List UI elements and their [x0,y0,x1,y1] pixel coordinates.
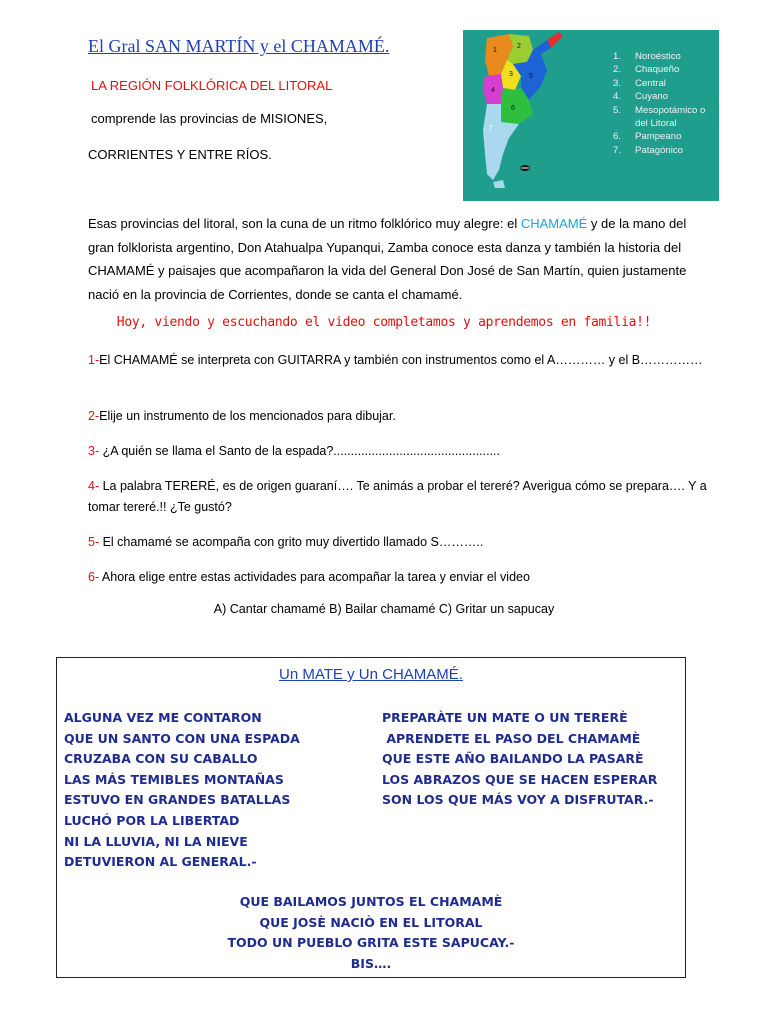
poem-line: ESTUVO EN GRANDES BATALLAS [64,792,291,808]
poem-line: DETUVIERON AL GENERAL.- [64,854,257,870]
chamame-highlight: CHAMAMÉ [520,216,588,231]
poem-line: APRENDETE EL PASO DEL CHAMAMÈ [382,730,641,746]
question-4: 4- La palabra TERERÉ, es de origen guaraní…. Te animás a probar el tereré? Averigua cómo se prepara…. Y a tomar tereré.!! ¿Te gustó? [88,479,707,514]
paragraph-text-start: Esas provincias del litoral, son la cuna de un ritmo folklórico muy alegre: el [88,216,521,231]
legend-item: 7. Patagónico [613,144,684,156]
map-number-4: 4 [491,87,495,94]
question-6: 6- Ahora elige entre estas actividades para acompañar la tarea y enviar el video [88,570,530,584]
legend-item: 3. Central [613,77,666,89]
question-1: 1-El CHAMAMÉ se interpreta con GUITARRA y también con instrumentos como el A………… y el B…………… [88,353,703,367]
page-title: El Gral SAN MARTÍN y el CHAMAMÉ. [88,36,390,56]
legend-item: 1. Noroéstico [613,51,681,62]
map-number-2: 2 [517,43,521,50]
legend-item: 6. Pampeano [613,131,682,143]
poem-right-column [382,708,657,811]
map-region-7-island [493,180,505,188]
poem-title: Un MATE y Un CHAMAMÉ. [279,666,463,683]
legend-item: 4. Cuyano [613,91,669,103]
poem-line: QUE BAILAMOS JUNTOS EL CHAMAMÈ [239,894,503,909]
poem-line: LOS ABRAZOS QUE SE HACEN ESPERAR [382,771,658,787]
poem-line: QUE JOSÈ NACIÒ EN EL LITORAL [259,914,483,930]
question-3: 3- ¿A quién se llama el Santo de la espada?................................................ [88,444,501,458]
map-legend [613,50,721,157]
intro-line-1: comprende las provincias de MISIONES, [91,111,328,126]
poem-line: LUCHÓ POR LA LIBERTAD [64,812,240,828]
paragraph-text-end: y de la mano del gran folklorista argentino, Don Atahualpa Yupanqui, Zamba conoce esta danza y también la historia del CHAMAMÉ y paisajes que acompañaron la vida del General Don José de San Martín, quien justamente nació en la provincia de Corrientes, donde se canta el chamamé. [88,216,687,302]
legend-item: del Litoral [635,118,677,130]
intro-line-2: CORRIENTES Y ENTRE RÍOS. [88,147,272,162]
poem-chorus [57,892,685,974]
poem-line: QUE ESTE AÑO BAILANDO LA PASARÈ [382,751,644,767]
poem-line: SON LOS QUE MÁS VOY A DISFRUTAR.- [382,792,654,808]
region-title: LA REGIÓN FOLKLÓRICA DEL LITORAL [91,78,333,93]
map-number-1: 1 [493,47,497,54]
poem-line: TODO UN PUEBLO GRITA ESTE SAPUCAY.- [227,935,515,951]
poem-line: BIS…. [350,955,392,971]
map-number-7: 7 [489,125,493,132]
map-number-6: 6 [511,105,515,112]
poem-line: PREPARÀTE UN MATE O UN TERERÈ [382,710,628,725]
legend-item: 5. Mesopotámico o [613,104,706,116]
question-2: 2-Elije un instrumento de los mencionados para dibujar. [88,409,396,423]
poem-line: NI LA LLUVIA, NI LA NIEVE [64,833,248,849]
legend-item: 2. Chaqueño [613,64,680,76]
question-5: 5- El chamamé se acompaña con grito muy divertido llamado S……….. [88,535,484,549]
map-number-5: 5 [529,73,533,80]
map-number-3: 3 [509,71,513,78]
poem-line: ALGUNA VEZ ME CONTARON [64,710,262,725]
poem-box [56,657,686,978]
intro-paragraph [88,212,708,306]
poem-line: LAS MÁS TEMIBLES MONTAÑAS [64,771,284,787]
poem-left-column [64,708,300,873]
poem-line: CRUZABA CON SU CABALLO [64,751,258,767]
folk-regions-map [463,30,719,201]
poem-line: QUE UN SANTO CON UNA ESPADA [64,730,300,746]
activity-subtitle: Hoy, viendo y escuchando el video completamos y aprendemos en familia!! [116,315,652,330]
activity-choices: A) Cantar chamamé B) Bailar chamamé C) Gritar un sapucay [213,602,555,616]
